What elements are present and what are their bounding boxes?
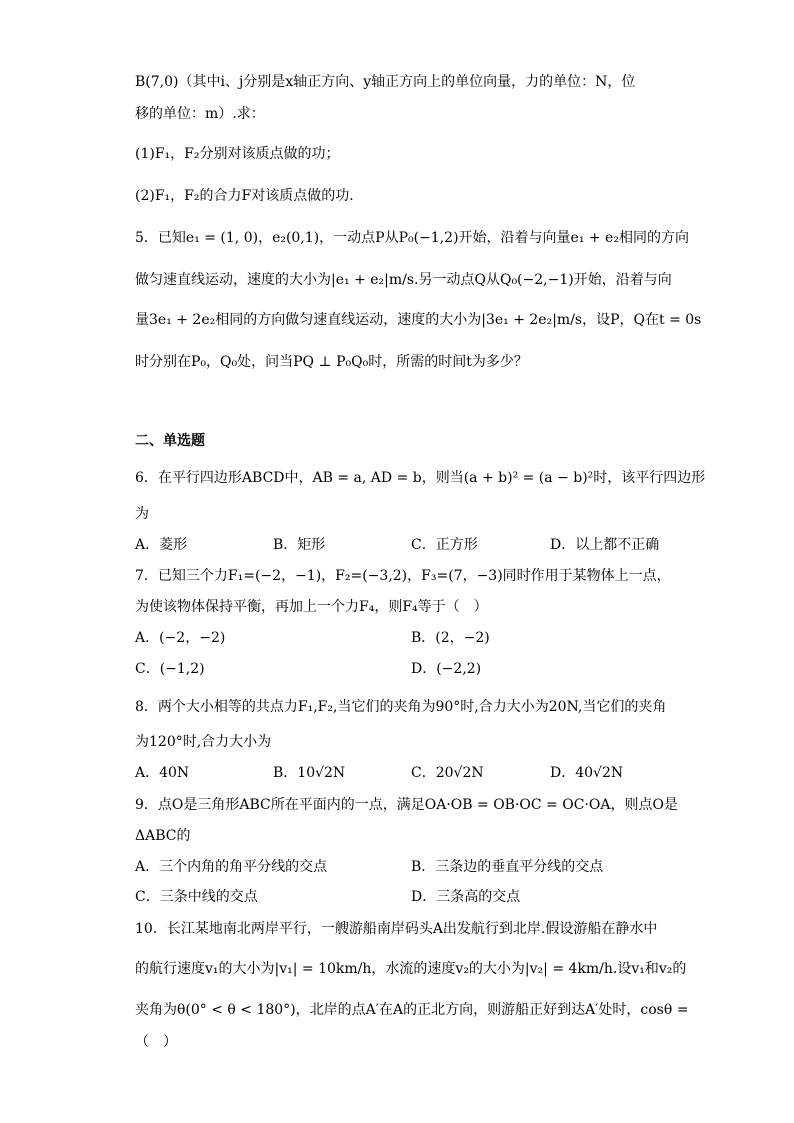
- p5-line-1: 5．已知e₁ = (1, 0)，e₂(0,1)，一动点P从P₀(−1,2)开始，沿着与向量e₁ + e₂相同的方向: [135, 230, 689, 246]
- q9-option-b: B．三条边的垂直平分线的交点: [411, 859, 604, 875]
- q9-option-c: C．三条中线的交点: [135, 889, 258, 905]
- q7-option-b: B．(2，−2): [411, 630, 490, 646]
- p5-line-2: 做匀速直线运动，速度的大小为|e₁ + e₂|m/s.另一动点Q从Q₀(−2,−1)开始，沿着与向: [135, 272, 672, 288]
- q9-option-a: A．三个内角的角平分线的交点: [135, 859, 328, 875]
- q8-line-2: 为120°时,合力大小为: [135, 734, 272, 750]
- q6-option-b: B．矩形: [273, 537, 326, 553]
- q9-option-d: D．三条高的交点: [411, 889, 521, 905]
- q6-option-d: D．以上都不正确: [550, 537, 660, 553]
- q8-line-1: 8．两个大小相等的共点力F₁,F₂,当它们的夹角为90°时,合力大小为20N,当它们的夹角: [135, 699, 667, 715]
- q6-line-1: 6．在平行四边形ABCD中，AB = a, AD = b，则当(a + b)² = (a − b)²时，该平行四边形: [135, 470, 706, 486]
- q7-option-a: A．(−2，−2): [135, 630, 226, 646]
- p4-line-1: B(7,0)（其中i、j分别是x轴正方向、y轴正方向上的单位向量，力的单位：N，位: [135, 74, 636, 90]
- q6-line-2: 为: [135, 506, 149, 522]
- q8-option-b: B．10√2N: [273, 765, 346, 781]
- p4-line-2: 移的单位：m）.求：: [135, 106, 265, 122]
- q6-option-a: A．菱形: [135, 537, 188, 553]
- q10-line-3: 夹角为θ(0° < θ < 180°)，北岸的点A′在A的正北方向，则游船正好到达A′处时，cosθ =: [135, 1002, 689, 1018]
- p4-line-3: (1)F₁，F₂分别对该质点做的功；: [135, 146, 340, 162]
- q9-line-2: ΔABC的: [135, 828, 191, 844]
- q8-option-c: C．20√2N: [411, 765, 484, 781]
- q10-line-2: 的航行速度v₁的大小为|v₁| = 10km/h，水流的速度v₂的大小为|v₂| = 4km/h.设v₁和v₂的: [135, 961, 687, 977]
- q8-option-d: D．40√2N: [550, 765, 624, 781]
- q10-line-1: 10．长江某地南北两岸平行，一艘游船南岸码头A出发航行到北岸.假设游船在静水中: [135, 921, 658, 937]
- q10-line-4: （ ）: [135, 1034, 177, 1050]
- p5-line-4: 时分别在P₀，Q₀处，问当PQ ⊥ P₀Q₀时，所需的时间t为多少？: [135, 354, 528, 370]
- p5-line-3: 量3e₁ + 2e₂相同的方向做匀速直线运动，速度的大小为|3e₁ + 2e₂|m/s，设P，Q在t = 0s: [135, 312, 702, 328]
- q7-line-2: 为使该物体保持平衡，再加上一个力F₄，则F₄等于（ ）: [135, 599, 488, 615]
- section-title: 二、单选题: [135, 433, 205, 449]
- q7-option-c: C．(−1,2): [135, 661, 205, 677]
- p4-line-4: (2)F₁，F₂的合力F对该质点做的功.: [135, 188, 354, 204]
- q7-option-d: D．(−2,2): [411, 661, 482, 677]
- q7-line-1: 7．已知三个力F₁=(−2，−1)，F₂=(−3,2)，F₃=(7，−3)同时作用于某物体上一点，: [135, 568, 671, 584]
- q8-option-a: A．40N: [135, 765, 190, 781]
- q9-line-1: 9．点O是三角形ABC所在平面内的一点，满足OA·OB = OB·OC = OC·OA，则点O是: [135, 797, 678, 813]
- q6-option-c: C．正方形: [411, 537, 478, 553]
